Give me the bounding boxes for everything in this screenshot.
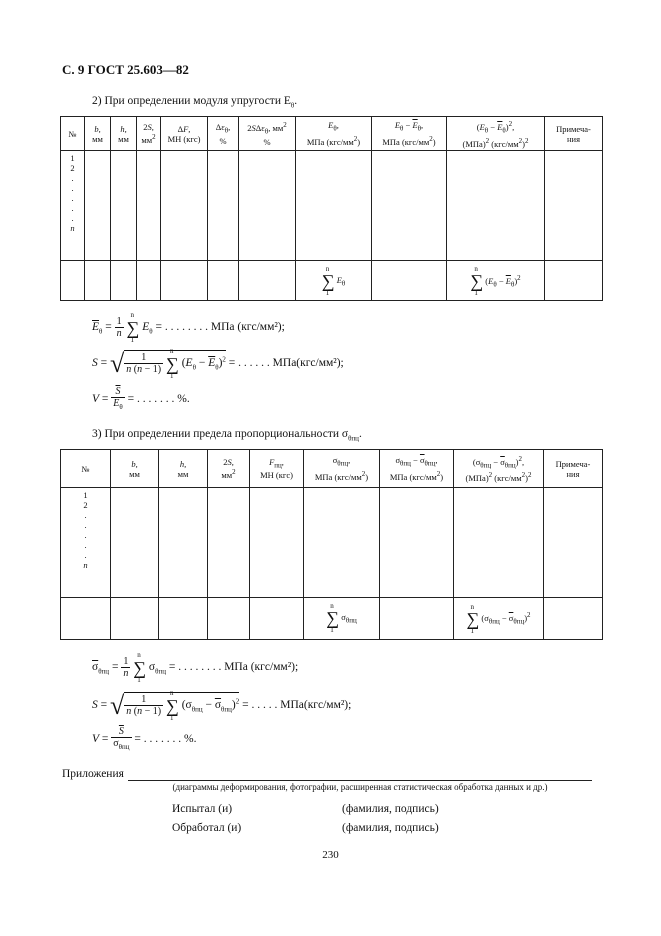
row-number: .	[71, 183, 74, 194]
formula-mean-e: $\overline{E}_\theta$ = $\frac{1}{n}$ ∑ n 1 $E_\theta$ = . . . . . . . . МПа (кгс/мм²);	[92, 310, 285, 344]
formula-v-e-tail: = . . . . . . . %.	[124, 393, 190, 406]
sum-e-diff-sq-cell: ∑ n 1 $(E_\theta - \overline{E}_\theta)^2$	[447, 261, 545, 301]
col-header-f-pc: $F_{пц}$, МН (кгс)	[250, 450, 304, 488]
col-header-sigma: $\sigma_{\theta пц}$, МПа $(кгс/мм^2)$	[304, 450, 380, 488]
col-header-delta-eps: $\Delta\varepsilon_\theta$, %	[208, 117, 239, 151]
section-2-title: 2) При определении модуля упругости $E_\theta$.	[92, 95, 298, 110]
formula-mean-e-tail: = . . . . . . . . МПа (кгс/мм²);	[152, 321, 285, 334]
row-number: 1	[83, 490, 88, 500]
row-number: n	[70, 223, 75, 234]
col-header-e-diff-sq: $(E_\theta - \overline{E}_\theta)^2$, (МПа)$^2$ $(кгс/мм^2)^2$	[447, 117, 545, 151]
row-numbers	[61, 488, 111, 598]
row-number: .	[84, 540, 87, 550]
appendix-caption: (диаграммы деформирования, фотографии, расширенная статистическая обработка данных и др.)	[172, 782, 548, 792]
table-header-row	[61, 450, 603, 488]
formula-s-e-tail: = . . . . . . МПа(кгс/мм²);	[225, 357, 344, 370]
formula-s-sigma: S = √ $\frac{1}{n (n - 1)}$ ∑ n 1 $(\sigma_{\theta пц} - \overline{\sigma}_{\theta пц})^2$ = . . . . . МПа(кгс/мм²);	[92, 688, 352, 722]
row-number: .	[84, 530, 87, 540]
section-3-title-text: 3) При определении предела пропорциональности σ	[92, 428, 349, 440]
formula-s-e: S = √ $\frac{1}{n (n - 1)}$ ∑ n 1 $(E_\theta - \overline{E}_\theta)^2$ = . . . . . . МПа(кгс/мм²);	[92, 346, 344, 380]
row-number: 2	[70, 163, 75, 174]
col-header-sigma-diff-sq: $(\sigma_{\theta пц} - \overline{\sigma}_{\theta пц})^2$, (МПа)$^2$ $(кгс/мм^2)^2$	[454, 450, 544, 488]
row-number: n	[83, 560, 88, 570]
signature-role-tested: Испытал (и)	[172, 803, 233, 815]
col-header-notes: Примеча- ния	[544, 450, 603, 488]
page-number: 230	[322, 849, 339, 861]
row-number: .	[84, 550, 87, 560]
signature-role-processed: Обработал (и)	[172, 822, 242, 834]
formula-v-e: V = $\frac{\overline{S}}{E_\theta}$ = . . . . . . . %.	[92, 386, 190, 411]
section-2-title-text: 2) При определении модуля упругости E	[92, 95, 291, 107]
page-header: С. 9 ГОСТ 25.603—82	[62, 62, 189, 77]
appendix-label: Приложения	[62, 768, 124, 780]
sum-e-cell: ∑ n 1 $E_\theta$	[296, 261, 372, 301]
col-header-b: b, мм	[85, 117, 111, 151]
col-header-e-diff: $E_\theta - \overline{E}_\theta$, МПа $(кгс/мм^2)$	[372, 117, 447, 151]
col-header-number: №	[61, 450, 111, 488]
table-proportional-limit	[60, 449, 603, 640]
formula-v-sigma: V = $\frac{\overline{S}}{\sigma_{\theta пц}}$ = . . . . . . . %.	[92, 726, 197, 751]
col-header-h: h, мм	[159, 450, 208, 488]
row-number: .	[84, 520, 87, 530]
col-header-sigma-diff: $\sigma_{\theta пц} - \overline{\sigma}_{\theta пц}$, МПа $(кгс/мм^2)$	[380, 450, 454, 488]
col-header-e: $E_\theta$, МПа $(кгс/мм^2)$	[296, 117, 372, 151]
row-numbers	[61, 151, 85, 261]
sum-sigma-cell: ∑ n 1 $\sigma_{\theta пц}$	[304, 598, 380, 640]
table-sum-row	[61, 598, 603, 640]
table-body-row	[61, 151, 603, 261]
table-modulus	[60, 116, 603, 301]
formula-mean-sigma: $\overline{\sigma}_{\theta пц}$ = $\frac{1}{n}$ ∑ n 1 $\sigma_{\theta пц}$ = . . . . . . . . МПа (кгс/мм²);	[92, 650, 299, 684]
formula-v-sigma-tail: = . . . . . . . %.	[131, 733, 197, 746]
col-header-b: b, мм	[111, 450, 159, 488]
table-body-row	[61, 488, 603, 598]
col-header-2s: 2S, $мм^2$	[208, 450, 250, 488]
col-header-notes: Примеча- ния	[545, 117, 603, 151]
section-3-title: 3) При определении предела пропорциональности $\sigma_{\theta пц}$.	[92, 428, 362, 443]
appendix-line	[128, 780, 592, 781]
sum-sigma-diff-sq-cell: ∑ n 1 $(\sigma_{\theta пц} - \overline{\sigma}_{\theta пц})^2$	[454, 598, 544, 640]
col-header-2s: 2S, $мм^2$	[137, 117, 161, 151]
table-header-row	[61, 117, 603, 151]
row-number: .	[71, 213, 74, 224]
row-number: .	[84, 510, 87, 520]
col-header-delta-f: ΔF, МН (кгс)	[161, 117, 208, 151]
row-number: .	[71, 173, 74, 184]
row-number: 1	[70, 153, 75, 164]
col-header-2s-delta-eps: 2SΔε$_\theta$, $мм^2$ %	[239, 117, 296, 151]
signature-note-processed: (фамилия, подпись)	[342, 822, 439, 834]
col-header-h: h, мм	[111, 117, 137, 151]
table-sum-row	[61, 261, 603, 301]
col-header-number: №	[61, 117, 85, 151]
signature-note-tested: (фамилия, подпись)	[342, 803, 439, 815]
row-number: .	[71, 203, 74, 214]
row-number: 2	[83, 500, 88, 510]
row-number: .	[71, 193, 74, 204]
section-3-title-sub: θпц	[348, 434, 359, 443]
section-2-title-sub: θ	[290, 101, 295, 110]
formula-mean-sigma-tail: = . . . . . . . . МПа (кгс/мм²);	[165, 661, 299, 674]
formula-s-sigma-tail: = . . . . . МПа(кгс/мм²);	[239, 699, 352, 712]
